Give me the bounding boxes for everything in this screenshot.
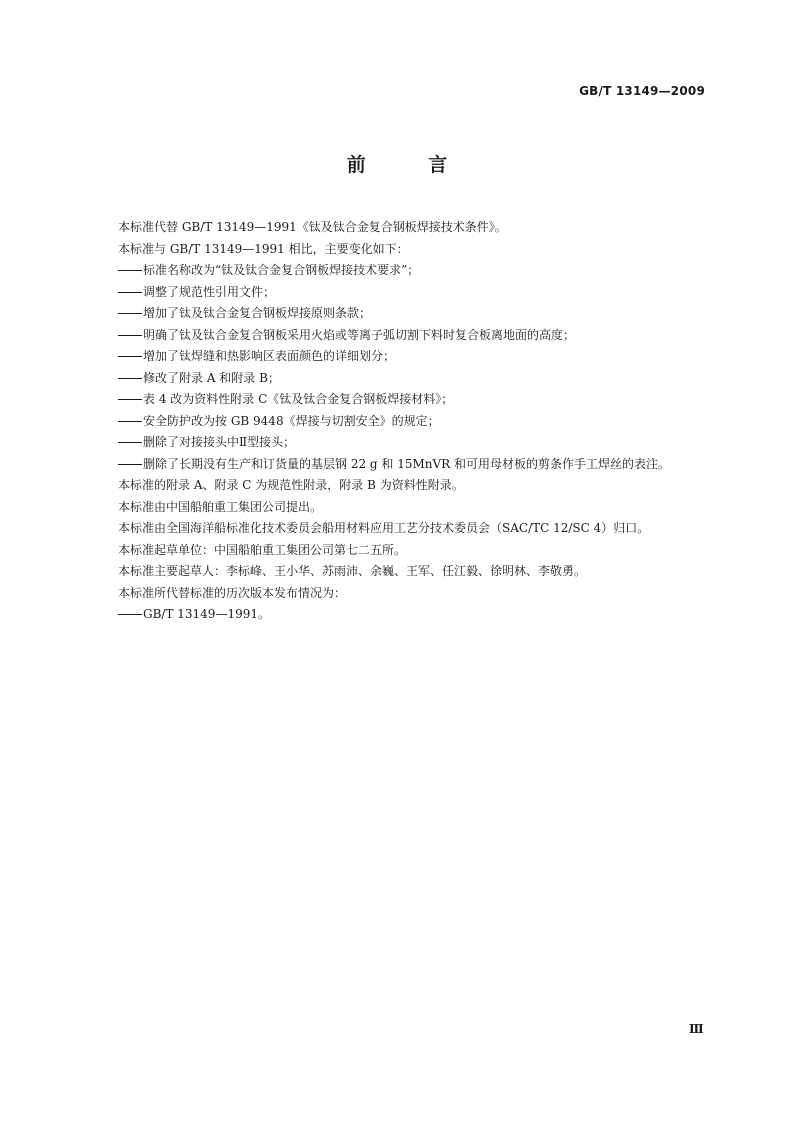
- paragraph-text: 本标准由中国船舶重工集团公司提出。: [118, 499, 323, 514]
- paragraph-text: 本标准代替 GB/T 13149—1991《钛及钛合金复合钢板焊接技术条件》。: [118, 220, 507, 234]
- paragraph-text: 本标准所代替标准的历次版本发布情况为：: [118, 585, 347, 600]
- paragraph-text: 调整了规范性引用文件；: [143, 284, 276, 299]
- dash-mark: [118, 356, 142, 357]
- dash-mark: [118, 442, 142, 443]
- paragraph-text: 安全防护改为按 GB 9448《焊接与切割安全》的规定；: [143, 413, 440, 428]
- dash-mark: [118, 399, 142, 400]
- standard-number: GB/T 13149—2009: [579, 84, 705, 98]
- list-item: [89, 325, 707, 347]
- dash-mark: [118, 421, 142, 422]
- list-item: [89, 260, 707, 282]
- paragraph: [89, 239, 707, 261]
- dash-mark: [118, 270, 142, 271]
- paragraph-text: 本标准起草单位：中国船舶重工集团公司第七二五所。: [118, 542, 407, 557]
- list-item: [89, 303, 707, 325]
- paragraph-text: GB/T 13149—1991。: [143, 607, 270, 621]
- paragraph-text: 表 4 改为资料性附录 C《钛及钛合金复合钢板焊接材料》；: [143, 392, 454, 406]
- list-item: [89, 454, 707, 476]
- paragraph-text: 增加了钛及钛合金复合钢板焊接原则条款；: [143, 306, 372, 320]
- dash-mark: [118, 335, 142, 336]
- paragraph-text: 标准名称改为“钛及钛合金复合钢板焊接技术要求”；: [143, 263, 420, 277]
- paragraph-text: 本标准主要起草人：李标峰、王小华、苏雨沛、余巍、王军、任江毅、徐明林、李敬勇。: [118, 564, 587, 578]
- page-title: 前 言: [346, 154, 476, 176]
- list-item: [89, 346, 707, 368]
- paragraph: [89, 561, 707, 583]
- paragraph: [89, 497, 707, 519]
- list-item: [89, 282, 707, 304]
- paragraph-text: 删除了长期没有生产和订货量的基层钢 22 g 和 15MnVR 和可用母材板的剪条作手工焊丝的表注。: [143, 456, 671, 471]
- list-item: [89, 432, 707, 454]
- list-item: [89, 389, 707, 411]
- list-item: [89, 411, 707, 433]
- paragraph-text: 增加了钛焊缝和热影响区表面颜色的详细划分；: [143, 349, 396, 363]
- list-item: [89, 368, 707, 390]
- paragraph-text: 修改了附录 A 和附录 B；: [143, 370, 280, 385]
- paragraph: [89, 217, 707, 239]
- page-number: Ⅲ: [689, 1022, 704, 1036]
- dash-mark: [118, 378, 142, 379]
- paragraph-text: 本标准的附录 A、附录 C 为规范性附录，附录 B 为资料性附录。: [118, 478, 464, 492]
- paragraph: [89, 475, 707, 497]
- dash-mark: [118, 313, 142, 314]
- paragraph-text: 删除了对接接头中Ⅱ型接头；: [143, 435, 296, 449]
- foreword-body: [89, 217, 707, 626]
- paragraph-text: 明确了钛及钛合金复合钢板采用火焰或等离子弧切割下料时复合板离地面的高度；: [143, 327, 576, 342]
- dash-mark: [118, 464, 142, 465]
- paragraph: [89, 583, 707, 605]
- list-item: [89, 604, 707, 626]
- dash-mark: [118, 292, 142, 293]
- paragraph: [89, 540, 707, 562]
- paragraph-text: 本标准由全国海洋船标准化技术委员会船用材料应用工艺分技术委员会（SAC/TC 12/SC 4）归口。: [118, 521, 650, 535]
- paragraph-text: 本标准与 GB/T 13149—1991 相比，主要变化如下：: [118, 241, 409, 256]
- paragraph: [89, 518, 707, 540]
- dash-mark: [118, 614, 142, 615]
